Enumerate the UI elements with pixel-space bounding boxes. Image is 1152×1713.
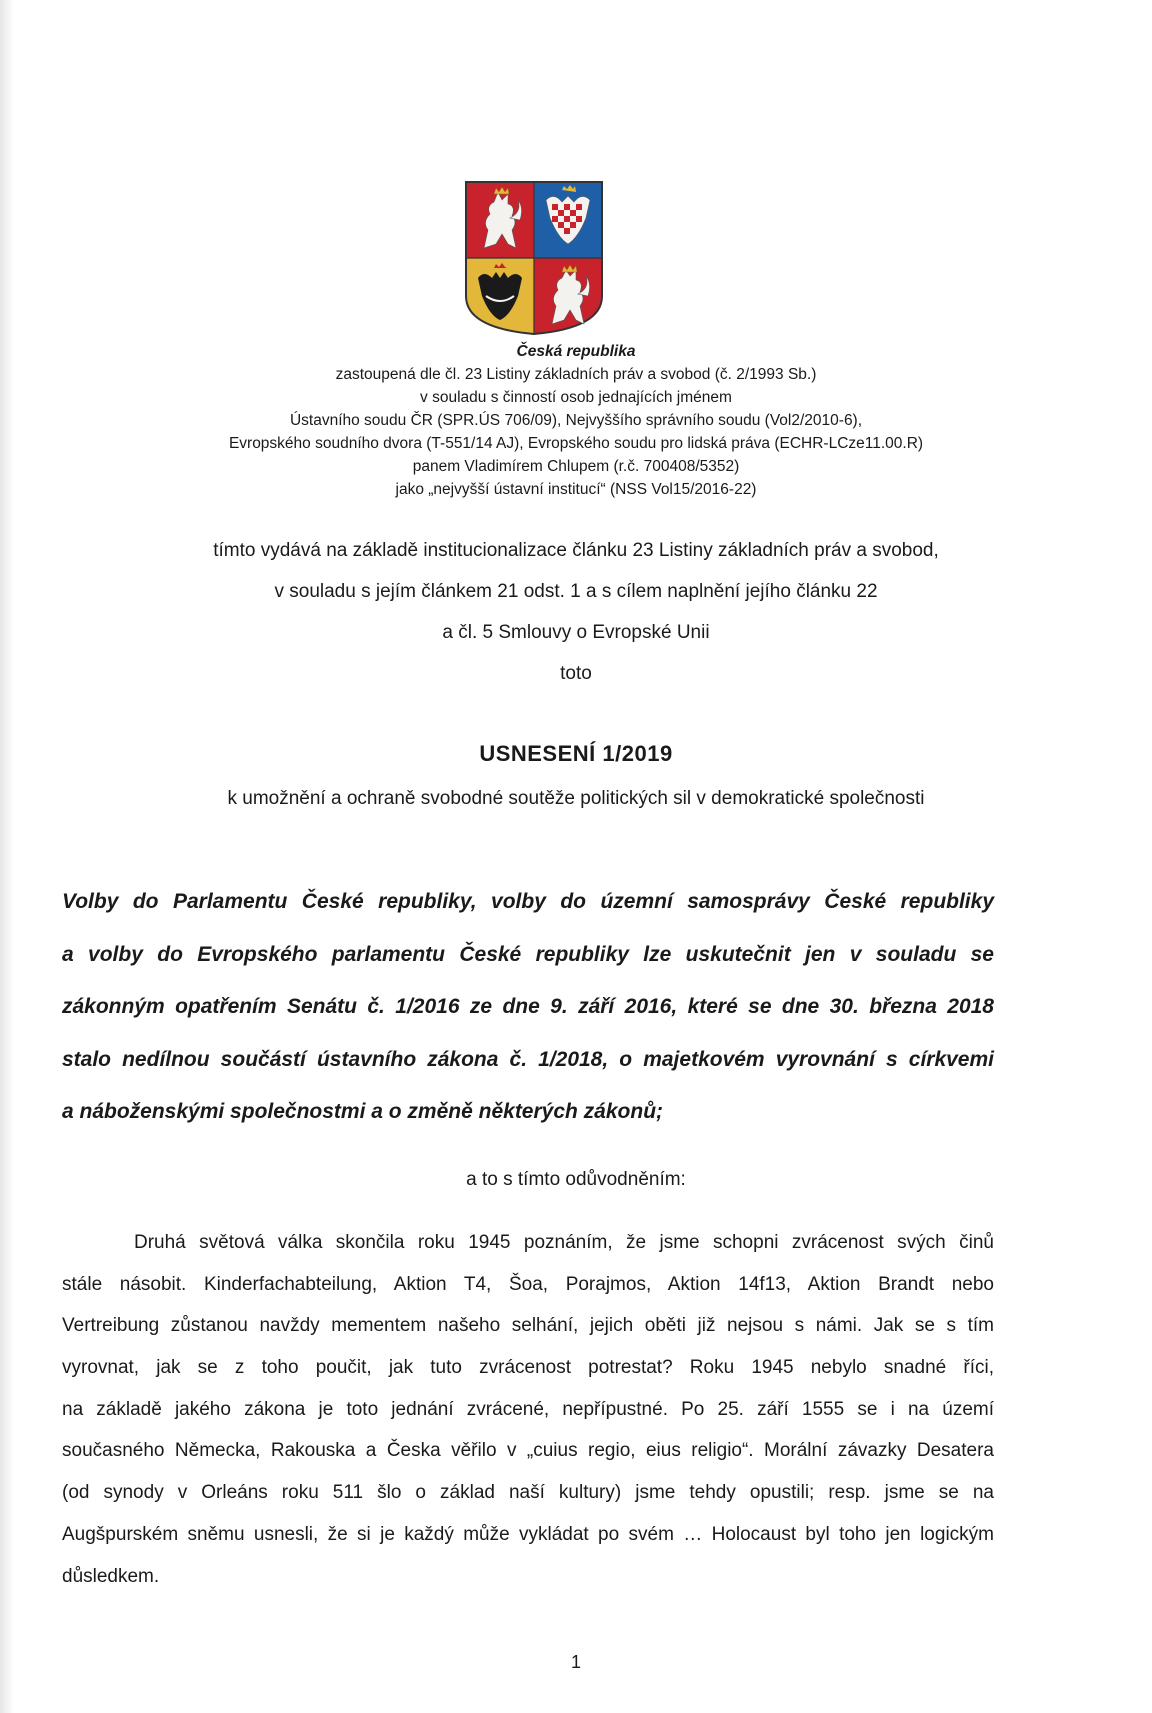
reasoning-heading: a to s tímto odůvodněním: [466,1169,686,1190]
document-title: USNESENÍ 1/2019 [479,741,673,766]
decision-line: zákonným opatřením Senátu č. 1/2016 ze dne 9. září 2016, které se dne 30. března 2018 [62,995,994,1018]
header-line: v souladu s činností osob jednajících jménem [420,389,732,406]
header-line: jako „nejvyšší ústavní institucí“ (NSS Vol15/2016-22) [395,481,757,498]
reasoning-line: vyrovnat, jak se z toho poučit, jak tuto zvrácenost potrestat? Roku 1945 nebylo snadné říci, [62,1357,994,1379]
reasoning-paragraph [62,1222,994,1597]
reasoning-line: Augšpurském sněmu usnesli, že si je každý může vykládat po svém … Holocaust byl toho jen logickým [62,1523,994,1545]
reasoning-line: (od synody v Orleáns roku 511 šlo o základ naší kultury) jsme tehdy opustili; resp. jsme se na [62,1482,994,1504]
decision-line: a náboženskými společnostmi a o změně některých zákonů; [62,1100,664,1123]
decision-line: Volby do Parlamentu České republiky, volby do územní samosprávy České republiky [62,890,994,913]
header-line: Evropského soudního dvora (T-551/14 AJ), Evropského soudu pro lidská práva (ECHR-LCze11.00.R) [228,435,924,452]
intro-line: a čl. 5 Smlouvy o Evropské Unii [442,622,710,643]
reasoning-line: na základě jakého zákona je toto jednání zvrácené, nepřípustné. Po 25. září 1555 se i na území [62,1398,994,1420]
reasoning-line: Vertreibung zůstanou navždy mementem našeho selhání, jejich oběti již nejsou s námi. Jak se s tím [62,1315,994,1337]
reasoning-line: Druhá světová válka skončila roku 1945 poznáním, že jsme schopni zvrácenost svých činů [134,1232,994,1253]
intro-block [60,530,1092,694]
decision-paragraph [62,876,994,1139]
header-block [100,340,1052,501]
page-number: 1 [570,1652,581,1672]
intro-line: tímto vydává na základě institucionalizace článku 23 Listiny základních práv a svobod, [213,540,939,561]
coat-of-arms-icon [462,178,606,338]
header-line: zastoupená dle čl. 23 Listiny základních práv a svobod (č. 2/1993 Sb.) [335,366,817,383]
decision-line: stalo nedílnou součástí ústavního zákona č. 1/2018, o majetkovém vyrovnání s církvemi [62,1047,994,1071]
reasoning-line: stále násobit. Kinderfachabteilung, Aktion T4, Šoa, Porajmos, Aktion 14f13, Aktion Brandt nebo [62,1273,994,1295]
document-subtitle: k umožnění a ochraně svobodné soutěže politických sil v demokratické společnosti [227,788,925,809]
intro-line: v souladu s jejím článkem 21 odst. 1 a s cílem naplnění jejího článku 22 [274,581,878,602]
reasoning-line: současného Německa, Rakouska a Česka věřilo v „cuius regio, eius religio“. Morální závazky Desatera [62,1440,994,1462]
country-name: Česká republika [516,343,636,360]
header-line: panem Vladimírem Chlupem (r.č. 700408/5352) [412,458,740,475]
decision-line: a volby do Evropského parlamentu České republiky lze uskutečnit jen v souladu se [62,942,994,966]
intro-line: toto [560,663,592,684]
reasoning-line: důsledkem. [62,1565,160,1587]
header-line: Ústavního soudu ČR (SPR.ÚS 706/09), Nejvyššího správního soudu (Vol2/2010-6), [289,412,863,429]
